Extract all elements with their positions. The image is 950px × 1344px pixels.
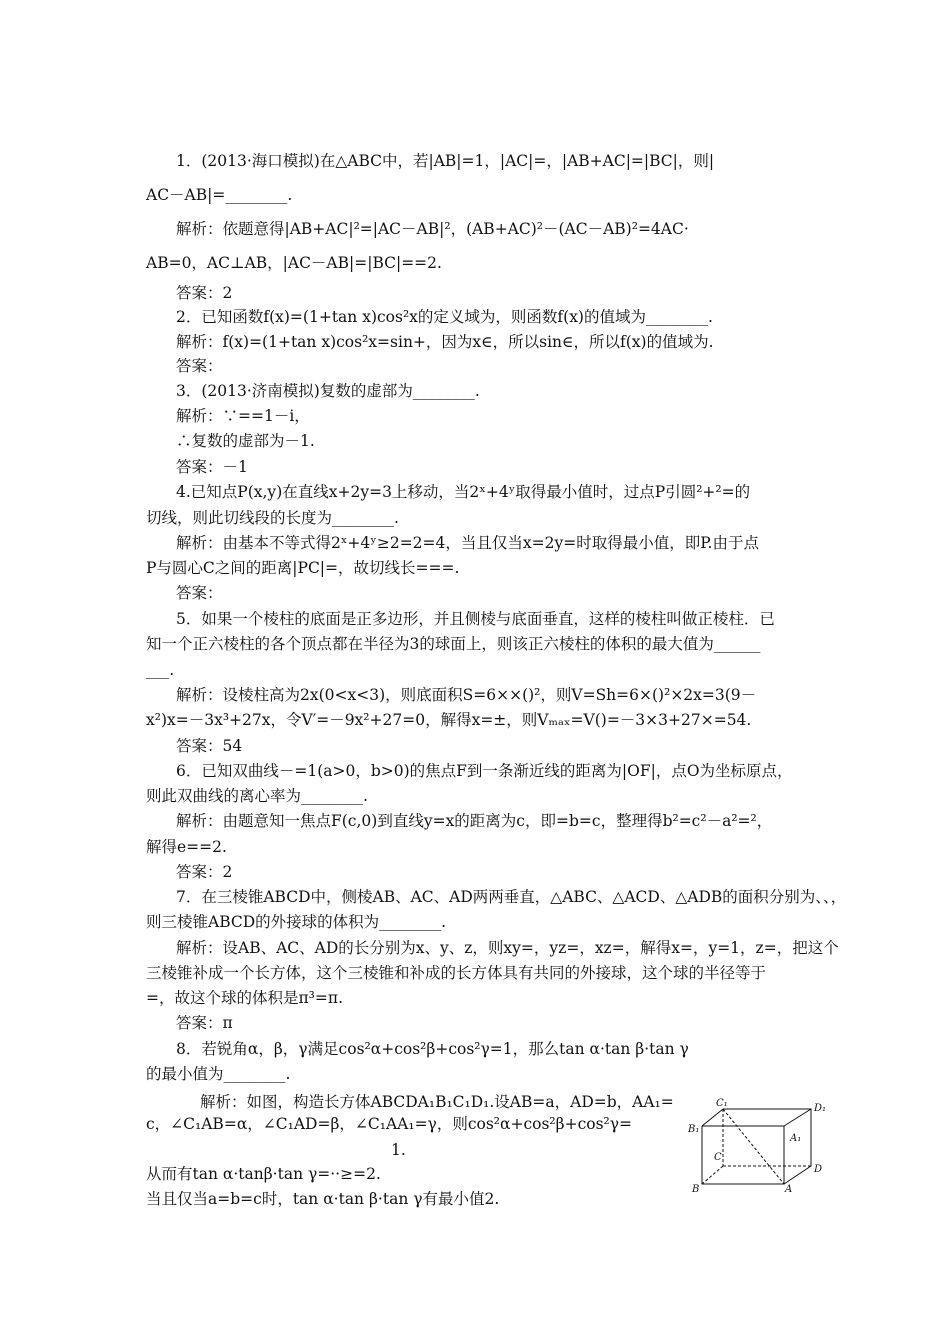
q2-line: 2．已知函数f(x)=(1+tan x)cos²x的定义域为，则函数f(x)的值域为________. xyxy=(176,308,713,326)
q2-answer: 答案： xyxy=(176,357,223,375)
q3-solution-line-1: 解析：∵==1－i， xyxy=(176,407,310,425)
cuboid-figure xyxy=(688,1098,832,1194)
label-c: C xyxy=(714,1152,722,1163)
q8-solution-line-3: 1. xyxy=(391,1141,406,1159)
q6-solution-line-2: 解得e==2. xyxy=(146,838,227,856)
q7-answer: 答案：π xyxy=(176,1014,233,1032)
q7-line-2: 则三棱锥ABCD的外接球的体积为________. xyxy=(146,913,447,931)
label-d: D xyxy=(814,1164,823,1175)
q4-line-2: 切线，则此切线段的长度为________. xyxy=(146,509,399,527)
label-c1: C₁ xyxy=(716,1098,728,1109)
q4-solution-line-2: P与圆心C之间的距离|PC|=，故切线长===. xyxy=(146,559,460,577)
q7-line-1: 7．在三棱锥ABCD中，侧棱AB、AC、AD两两垂直，△ABC、△ACD、△ADB的面积分别为、、， xyxy=(176,888,847,906)
label-d1: D₁ xyxy=(814,1103,827,1114)
q8-solution-line-4: 从而有tan α·tanβ·tan γ=··≥=2. xyxy=(146,1165,381,1183)
q5-line-1: 5．如果一个棱柱的底面是正多边形，并且侧棱与底面垂直，这样的棱柱叫做正棱柱．已 xyxy=(176,610,775,628)
edge-back xyxy=(723,1109,811,1184)
q5-line-3: ___. xyxy=(146,661,175,679)
q7-solution-line-2: 三棱锥补成一个长方体，这个三棱锥和补成的长方体具有共同的外接球，这个球的半径等于 xyxy=(146,964,767,982)
q8-solution-line-5: 当且仅当a=b=c时，tan α·tan β·tan γ有最小值2. xyxy=(146,1190,500,1208)
q6-solution-line-1: 解析：由题意知一焦点F(c,0)到直线y=x的距离为c，即=b=c，整理得b²=c²－a²=²， xyxy=(176,812,773,830)
edge-top-right xyxy=(784,1109,811,1126)
q5-solution-line-1: 解析：设棱柱高为2x(0<x<3)，则底面积S=6××()²，则V=Sh=6×()²×2x=3(9－ xyxy=(176,686,757,704)
label-b: B xyxy=(692,1184,700,1194)
q7-solution-line-3: =，故这个球的体积是π³=π. xyxy=(146,989,343,1007)
edge-top-left xyxy=(702,1109,723,1126)
q5-solution-line-2: x²)x=－3x³+27x，令V′=－9x²+27=0，解得x=±，则Vₘₐₓ=V()=－3×3+27×=54. xyxy=(146,711,752,729)
q1-solution-line-1: 解析：依题意得|AB+AC|²=|AC－AB|²，(AB+AC)²－(AC－AB)²=4AC· xyxy=(176,220,689,238)
q1-answer: 答案：2 xyxy=(176,284,233,302)
diagonal-c1-a xyxy=(723,1109,784,1184)
q8-solution-line-2: c，∠C₁AB=α，∠C₁AD=β，∠C₁AA₁=γ，则cos²α+cos²β+cos²γ= xyxy=(146,1115,633,1133)
q3-line: 3．(2013·济南模拟)复数的虚部为________. xyxy=(176,382,480,400)
q4-answer: 答案： xyxy=(176,584,223,602)
q4-line-1: 4.已知点P(x,y)在直线x+2y=3上移动，当2ˣ+4ʸ取得最小值时，过点P引圆²+²=的 xyxy=(176,483,751,501)
q2-solution: 解析：f(x)=(1+tan x)cos²x=sin+，因为x∈，所以sin∈，所以f(x)的值域为. xyxy=(176,333,714,351)
q1-line-1: 1．(2013·海口模拟)在△ABC中，若|AB|=1，|AC|=，|AB+AC|=|BC|，则| xyxy=(176,152,715,170)
q6-line-1: 6．已知双曲线－=1(a>0，b>0)的焦点F到一条渐近线的距离为|OF|，点O为坐标原点， xyxy=(176,762,793,780)
q8-line-2: 的最小值为________. xyxy=(146,1065,291,1083)
q3-solution-line-2: ∴复数的虚部为－1. xyxy=(176,432,315,450)
label-b1: B₁ xyxy=(688,1124,700,1135)
hidden-edge-left xyxy=(702,1166,723,1184)
q1-solution-line-2: AB=0，AC⊥AB，|AC－AB|=|BC|==2. xyxy=(146,254,442,272)
q5-line-2: 知一个正六棱柱的各个顶点都在半径为3的球面上，则该正六棱柱的体积的最大值为______ xyxy=(146,635,761,653)
label-a: A xyxy=(785,1184,793,1194)
q8-line-1: 8．若锐角α，β，γ满足cos²α+cos²β+cos²γ=1，那么tan α·tan β·tan γ xyxy=(176,1040,689,1058)
q3-answer: 答案：－1 xyxy=(176,458,248,476)
q1-line-2: AC－AB|=________. xyxy=(146,186,293,204)
q6-answer: 答案：2 xyxy=(176,863,233,881)
q8-solution-line-1: 解析：如图，构造长方体ABCDA₁B₁C₁D₁.设AB=a，AD=b，AA₁= xyxy=(200,1093,674,1111)
q7-solution-line-1: 解析：设AB、AC、AD的长分别为x、y、z，则xy=，yz=，xz=，解得x=，y=1，z=，把这个 xyxy=(176,939,839,957)
label-a1: A₁ xyxy=(790,1133,802,1144)
q5-answer: 答案：54 xyxy=(176,737,243,755)
cuboid-diagram xyxy=(688,1098,832,1194)
q4-solution-line-1: 解析：由基本不等式得2ˣ+4ʸ≥2=2=4，当且仅当x=2y=时取得最小值，即P.由于点 xyxy=(176,534,759,552)
q6-line-2: 则此双曲线的离心率为________. xyxy=(146,787,368,805)
